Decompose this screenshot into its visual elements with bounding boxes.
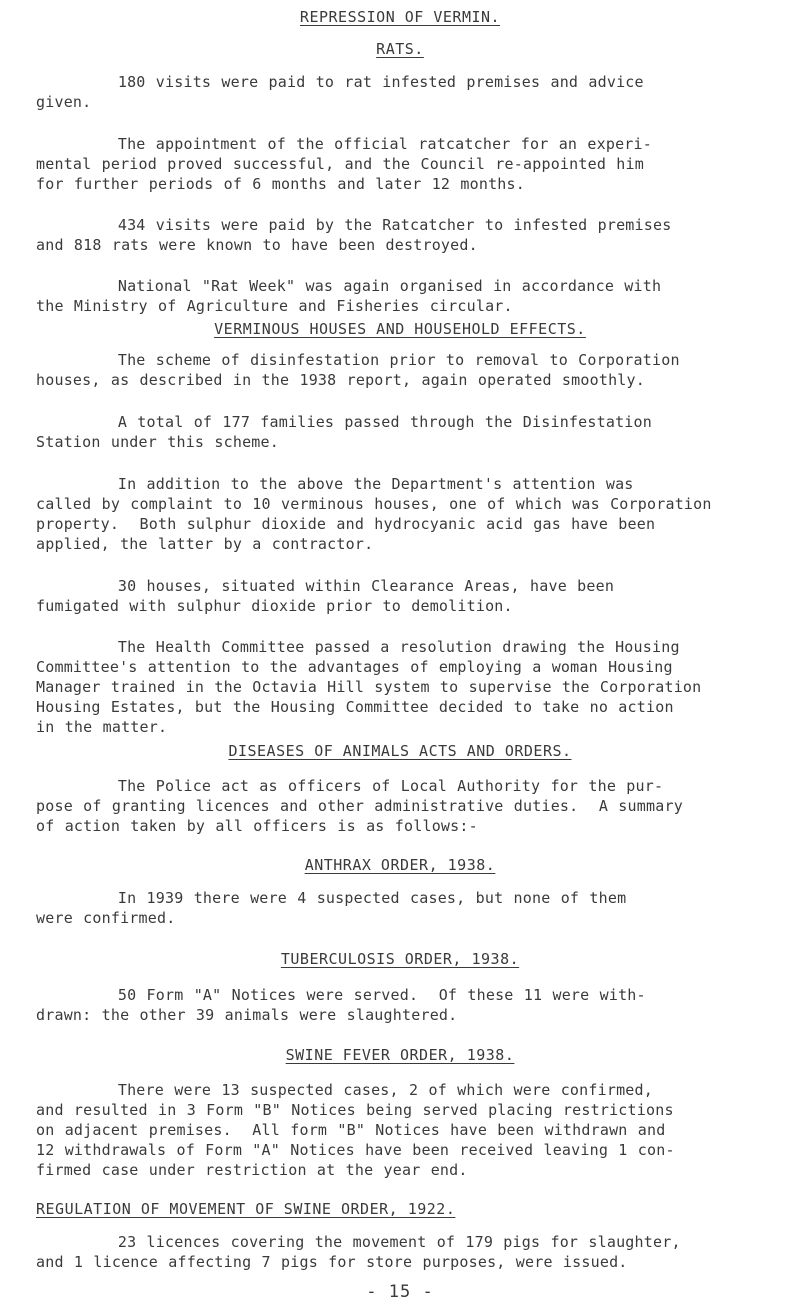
paragraph: 23 licences covering the movement of 179 pigs for slaughter, and 1 licence affecting 7 pigs for store purposes, were issued. <box>36 1233 681 1271</box>
section-heading-movement-of-swine-order: REGULATION OF MOVEMENT OF SWINE ORDER, 1922. <box>36 1200 456 1218</box>
paragraph: The Police act as officers of Local Authority for the pur- pose of granting licences and other administrative duties. A summary of action taken by all officers is as follows:- <box>36 777 683 835</box>
paragraph: The Health Committee passed a resolution drawing the Housing Committee's attention to the advantages of employing a woman Housing Manager trained in the Octavia Hill system to supervise the Corporation Housing Estates, but the Housing Committee decided to take no action in the matter. <box>36 638 702 736</box>
paragraph: In addition to the above the Department's attention was called by complaint to 10 verminous houses, one of which was Corporation property. Both sulphur dioxide and hydrocyanic acid gas have been applied, the latter by a contractor. <box>36 475 712 553</box>
page-title: REPRESSION OF VERMIN. <box>299 8 501 26</box>
section-heading-swine-fever-order: SWINE FEVER ORDER, 1938. <box>285 1046 515 1064</box>
paragraph: The scheme of disinfestation prior to removal to Corporation houses, as described in the 1938 report, again operated smoothly. <box>36 351 680 389</box>
section-heading-diseases-of-animals: DISEASES OF ANIMALS ACTS AND ORDERS. <box>228 742 572 760</box>
paragraph: In 1939 there were 4 suspected cases, but none of them were confirmed. <box>36 889 627 927</box>
paragraph: 30 houses, situated within Clearance Areas, have been fumigated with sulphur dioxide prior to demolition. <box>36 577 615 615</box>
section-heading-anthrax-order: ANTHRAX ORDER, 1938. <box>304 856 496 874</box>
paragraph: National "Rat Week" was again organised in accordance with the Ministry of Agriculture and Fisheries circular. <box>36 277 662 315</box>
section-heading-rats: RATS. <box>376 40 424 58</box>
paragraph: 434 visits were paid by the Ratcatcher to infested premises and 818 rats were known to have been destroyed. <box>36 216 672 254</box>
paragraph: 50 Form "A" Notices were served. Of these 11 were with- drawn: the other 39 animals were slaughtered. <box>36 986 646 1024</box>
page-number: - 15 - <box>366 1282 434 1302</box>
paragraph: A total of 177 families passed through the Disinfestation Station under this scheme. <box>36 413 652 451</box>
paragraph: There were 13 suspected cases, 2 of which were confirmed, and resulted in 3 Form "B" Notices being served placing restrictions on adjacent premises. All form "B" Notices have been withdrawn and 12 withdrawals of Form "A" Notices have been received leaving 1 con- firmed case under restriction at the year end. <box>36 1081 675 1179</box>
paragraph: 180 visits were paid to rat infested premises and advice given. <box>36 73 644 111</box>
section-heading-tuberculosis-order: TUBERCULOSIS ORDER, 1938. <box>280 950 520 968</box>
section-heading-verminous-houses: VERMINOUS HOUSES AND HOUSEHOLD EFFECTS. <box>214 320 586 338</box>
paragraph: The appointment of the official ratcatcher for an experi- mental period proved successful, and the Council re-appointed him for further periods of 6 months and later 12 months. <box>36 135 652 193</box>
